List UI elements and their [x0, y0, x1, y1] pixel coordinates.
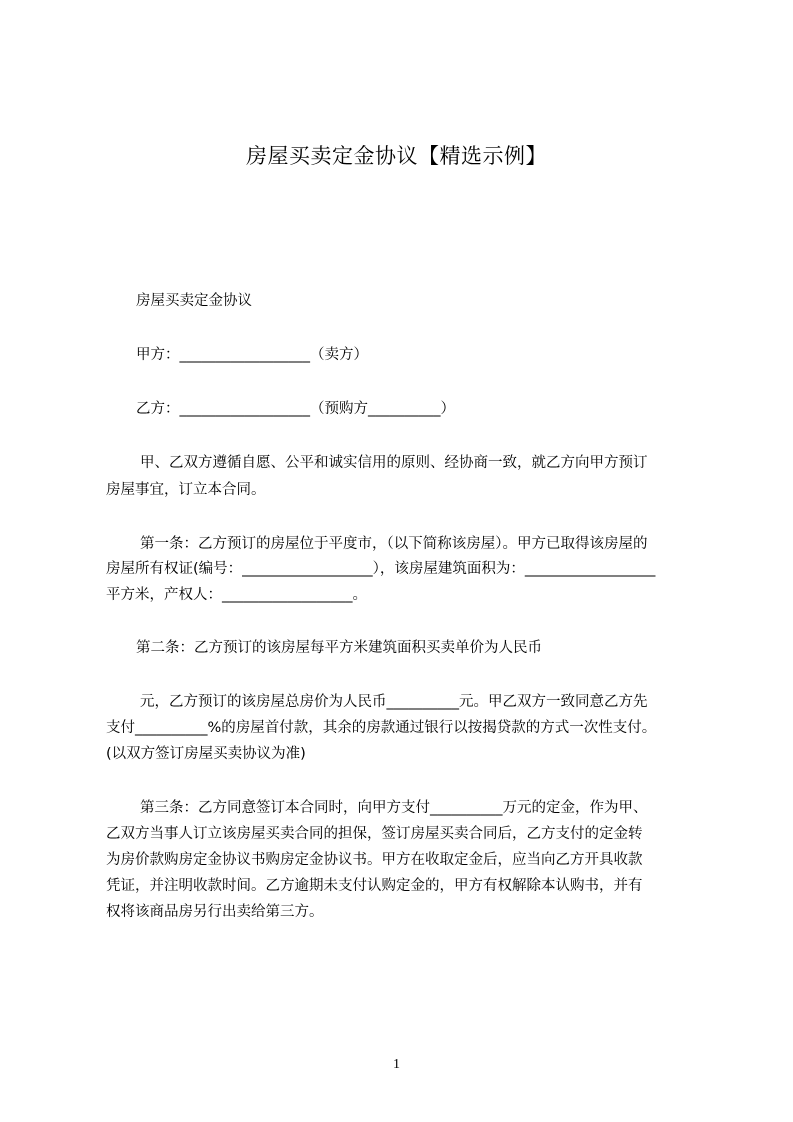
article-2-line-2: 元，乙方预订的该房屋总房价为人民币__________元。甲乙双方一致同意乙方先 — [140, 694, 648, 710]
article-1-line-1: 第一条：乙方预订的房屋位于平度市，（以下简称该房屋）。甲方已取得该房屋的 — [140, 536, 648, 552]
intro-line-1: 甲、乙双方遵循自愿、公平和诚实信用的原则、经协商一致，就乙方向甲方预订 — [140, 455, 648, 471]
party-b-line: 乙方：__________________（预购方__________） — [136, 401, 455, 417]
document-title: 房屋买卖定金协议【精选示例】 — [246, 144, 547, 168]
article-3-line-2: 乙双方当事人订立该房屋买卖合同的担保，签订房屋买卖合同后，乙方支付的定金转 — [106, 826, 643, 842]
article-3-line-3: 为房价款购房定金协议书购房定金协议书。甲方在收取定金后，应当向乙方开具收款 — [106, 852, 643, 868]
article-3-line-4: 凭证，并注明收款时间。乙方逾期未支付认购定金的，甲方有权解除本认购书，并有 — [106, 878, 643, 894]
article-2-line-1: 第二条：乙方预订的该房屋每平方米建筑面积买卖单价为人民币 — [136, 640, 542, 656]
article-3-line-1: 第三条：乙方同意签订本合同时，向甲方支付__________万元的定金，作为甲、 — [140, 800, 648, 816]
party-a-line: 甲方：__________________（卖方） — [136, 347, 368, 363]
article-1-line-2: 房屋所有权证(编号：__________________），该房屋建筑面积为：__________________ — [106, 561, 656, 577]
article-1-line-3: 平方米，产权人：__________________。 — [106, 587, 367, 603]
page-number: 1 — [393, 1057, 400, 1072]
agreement-subtitle: 房屋买卖定金协议 — [136, 293, 252, 309]
article-3-line-5: 权将该商品房另行出卖给第三方。 — [106, 904, 324, 920]
article-2-line-3: 支付__________%的房屋首付款，其余的房款通过银行以按揭贷款的方式一次性支付。 — [106, 720, 657, 736]
article-2-line-4: (以双方签订房屋买卖协议为准) — [106, 746, 306, 762]
intro-line-2: 房屋事宜，订立本合同。 — [106, 482, 266, 498]
